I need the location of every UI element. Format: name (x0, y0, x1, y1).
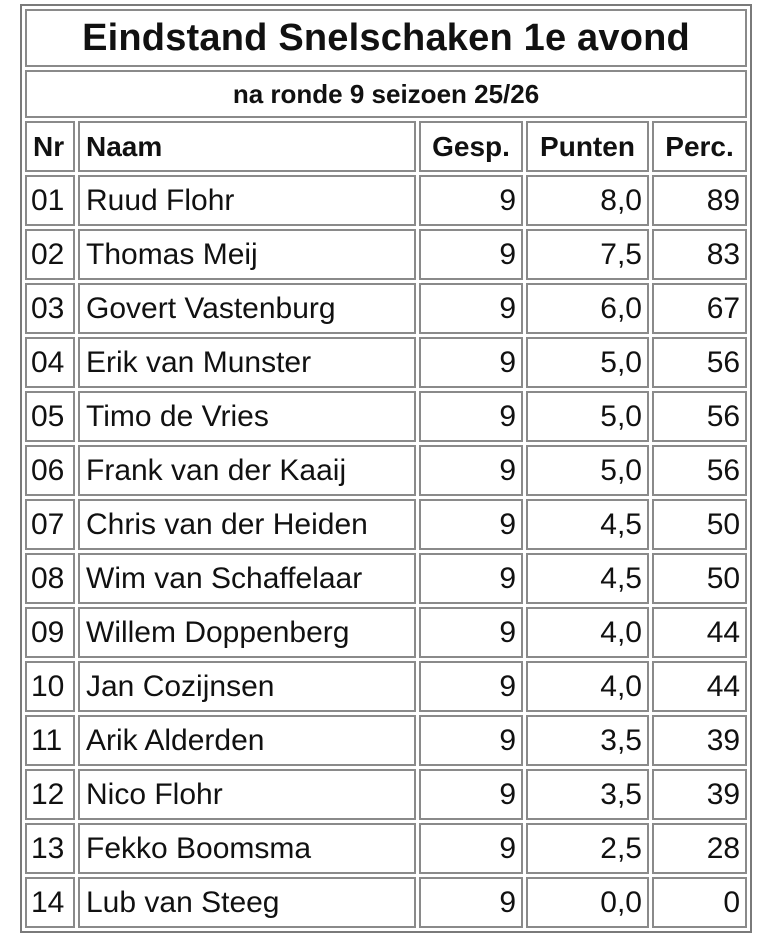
name-cell: Lub van Steeg (78, 877, 416, 928)
name-cell: Thomas Meij (78, 229, 416, 280)
percentage-cell: 89 (652, 175, 747, 226)
games-cell: 9 (419, 337, 523, 388)
table-row (25, 337, 747, 388)
games-cell: 9 (419, 715, 523, 766)
points-cell: 4,5 (526, 499, 649, 550)
percentage-cell: 56 (652, 337, 747, 388)
games-cell: 9 (419, 229, 523, 280)
games-cell: 9 (419, 499, 523, 550)
table-row (25, 661, 747, 712)
name-cell: Erik van Munster (78, 337, 416, 388)
points-cell: 3,5 (526, 769, 649, 820)
points-cell: 5,0 (526, 445, 649, 496)
title-row (25, 9, 747, 67)
games-cell: 9 (419, 607, 523, 658)
points-cell: 5,0 (526, 337, 649, 388)
percentage-cell: 44 (652, 661, 747, 712)
standings-container (20, 4, 747, 933)
name-cell: Chris van der Heiden (78, 499, 416, 550)
table-row (25, 499, 747, 550)
points-cell: 0,0 (526, 877, 649, 928)
games-cell: 9 (419, 175, 523, 226)
table-row (25, 283, 747, 334)
games-cell: 9 (419, 877, 523, 928)
name-cell: Arik Alderden (78, 715, 416, 766)
percentage-cell: 39 (652, 769, 747, 820)
table-body (25, 175, 747, 928)
name-cell: Wim van Schaffelaar (78, 553, 416, 604)
standings-table (20, 4, 752, 933)
points-cell: 4,0 (526, 607, 649, 658)
games-cell: 9 (419, 283, 523, 334)
header-row (25, 121, 747, 172)
table-row (25, 175, 747, 226)
percentage-cell: 28 (652, 823, 747, 874)
games-cell: 9 (419, 769, 523, 820)
percentage-cell: 83 (652, 229, 747, 280)
rank-cell: 09 (25, 607, 75, 658)
name-cell: Fekko Boomsma (78, 823, 416, 874)
table-row (25, 769, 747, 820)
games-cell: 9 (419, 391, 523, 442)
name-cell: Govert Vastenburg (78, 283, 416, 334)
percentage-cell: 50 (652, 499, 747, 550)
points-cell: 7,5 (526, 229, 649, 280)
name-cell: Timo de Vries (78, 391, 416, 442)
name-cell: Frank van der Kaaij (78, 445, 416, 496)
rank-cell: 04 (25, 337, 75, 388)
points-cell: 3,5 (526, 715, 649, 766)
points-cell: 6,0 (526, 283, 649, 334)
header-nr: Nr (25, 121, 75, 172)
table-row (25, 391, 747, 442)
games-cell: 9 (419, 445, 523, 496)
points-cell: 2,5 (526, 823, 649, 874)
table-row (25, 553, 747, 604)
points-cell: 8,0 (526, 175, 649, 226)
header-punten: Punten (526, 121, 649, 172)
header-gesp: Gesp. (419, 121, 523, 172)
points-cell: 5,0 (526, 391, 649, 442)
rank-cell: 06 (25, 445, 75, 496)
name-cell: Willem Doppenberg (78, 607, 416, 658)
rank-cell: 13 (25, 823, 75, 874)
rank-cell: 01 (25, 175, 75, 226)
rank-cell: 12 (25, 769, 75, 820)
table-row (25, 715, 747, 766)
table-row (25, 877, 747, 928)
percentage-cell: 44 (652, 607, 747, 658)
percentage-cell: 39 (652, 715, 747, 766)
points-cell: 4,0 (526, 661, 649, 712)
rank-cell: 11 (25, 715, 75, 766)
games-cell: 9 (419, 823, 523, 874)
name-cell: Nico Flohr (78, 769, 416, 820)
rank-cell: 03 (25, 283, 75, 334)
table-row (25, 823, 747, 874)
header-perc: Perc. (652, 121, 747, 172)
name-cell: Ruud Flohr (78, 175, 416, 226)
subtitle-row (25, 70, 747, 118)
table-row (25, 607, 747, 658)
rank-cell: 14 (25, 877, 75, 928)
rank-cell: 05 (25, 391, 75, 442)
percentage-cell: 0 (652, 877, 747, 928)
points-cell: 4,5 (526, 553, 649, 604)
table-row (25, 229, 747, 280)
games-cell: 9 (419, 553, 523, 604)
percentage-cell: 56 (652, 445, 747, 496)
header-naam: Naam (78, 121, 416, 172)
percentage-cell: 67 (652, 283, 747, 334)
table-title: Eindstand Snelschaken 1e avond (25, 9, 747, 67)
name-cell: Jan Cozijnsen (78, 661, 416, 712)
rank-cell: 02 (25, 229, 75, 280)
rank-cell: 08 (25, 553, 75, 604)
table-subtitle: na ronde 9 seizoen 25/26 (25, 70, 747, 118)
table-row (25, 445, 747, 496)
games-cell: 9 (419, 661, 523, 712)
percentage-cell: 50 (652, 553, 747, 604)
rank-cell: 10 (25, 661, 75, 712)
rank-cell: 07 (25, 499, 75, 550)
percentage-cell: 56 (652, 391, 747, 442)
